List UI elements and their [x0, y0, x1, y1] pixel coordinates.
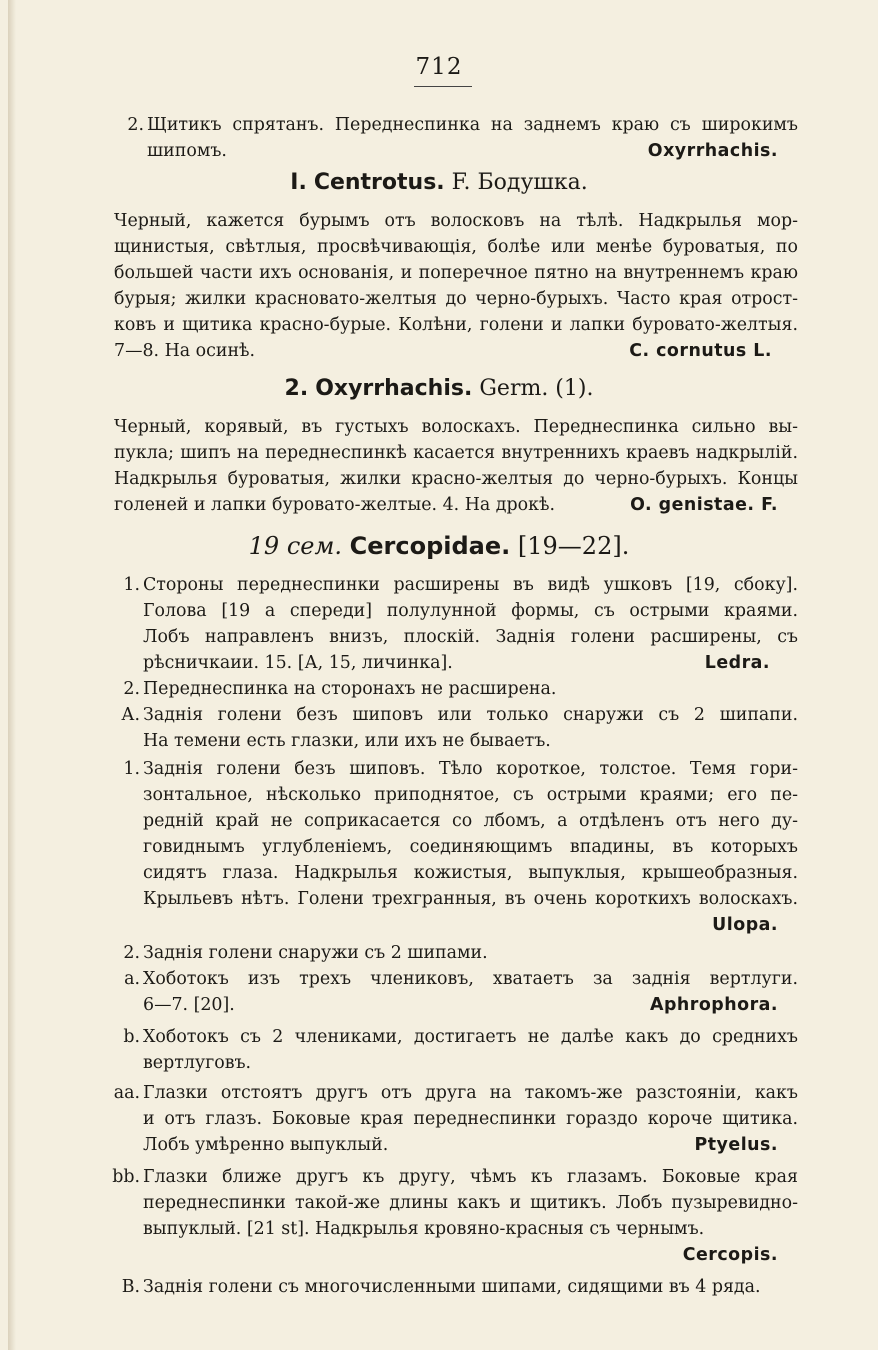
family-range: [19—22]. [517, 532, 630, 560]
key-text: Стороны переднеспинки расширены въ видѣ ушковъ [19, сбоку]. [143, 575, 798, 595]
entry-marker: 1. [123, 575, 140, 595]
key-text: редній край не соприкасается со лбомъ, а отдѣленъ отъ него ду- [143, 811, 798, 831]
key-text: Заднія голени безъ шиповъ. Тѣло короткое, толстое. Темя гори- [143, 759, 798, 779]
genus-heading-oxyrrhachis [0, 376, 878, 401]
family-heading [0, 532, 878, 560]
key-text: Крыльевъ нѣтъ. Голени трехгранныя, въ очень короткихъ волоскахъ. [143, 889, 798, 909]
heading-author: F. [451, 170, 471, 195]
key-text: говиднымъ углубленіемъ, соединяющимъ впадины, въ которыхъ [143, 837, 798, 857]
intro-entry [114, 112, 798, 164]
key-text: Заднія голени съ многочисленными шипами, сидящими въ 4 ряда. [143, 1277, 761, 1297]
text-line: пукла; шипъ на переднеспинкѣ касается внутреннихъ краевъ надкрылій. [114, 443, 798, 463]
text-line: ковъ и щитика красно-бурые. Колѣни, голени и лапки буровато-желтыя. [114, 315, 798, 335]
text-line: Черный, корявый, въ густыхъ волоскахъ. Переднеспинка сильно вы- [114, 417, 798, 437]
genus-name: Ulopa. [712, 915, 778, 935]
key-text: Заднія голени безъ шиповъ или только снаружи съ 2 шипапи. [143, 705, 798, 725]
family-name: Cercopidae. [349, 532, 511, 560]
key-text: Переднеспинка на сторонахъ не расширена. [143, 679, 557, 699]
key-text: Лобъ умѣренно выпуклый. [143, 1135, 389, 1155]
entry-marker: 1. [123, 759, 140, 779]
key-text: выпуклый. [21 st]. Надкрылья кровяно-красныя съ чернымъ. [143, 1219, 705, 1239]
key-text: Голова [19 а спереди] полулунной формы, съ острыми краями. [143, 601, 798, 621]
genus-description-oxyrrhachis [114, 414, 798, 518]
family-prefix: 19 сем. [248, 532, 342, 560]
key-text: вертлуговъ. [143, 1053, 252, 1073]
page-edge-shadow [8, 0, 16, 1350]
text-line: Надкрылья буроватыя, жилки красно-желтыя до черно-бурыхъ. Концы [114, 469, 798, 489]
entry-marker: 2. [123, 943, 140, 963]
genus-description-centrotus [114, 208, 798, 364]
entry-marker: аа. [113, 1083, 140, 1103]
entry-marker: bb. [112, 1167, 140, 1187]
genus-name: Ledra. [704, 653, 770, 673]
text-line: Черный, кажется бурымъ отъ волосковъ на тѣлѣ. Надкрылья мор- [114, 211, 798, 231]
key-text: 6—7. [20]. [143, 995, 235, 1015]
heading-genus: Oxyrrhachis. [315, 376, 473, 401]
entry-text: Щитикъ спрятанъ. Переднеспинка на заднемъ краю съ широкимъ [147, 115, 798, 135]
heading-common-name: Бодушка. [477, 170, 588, 195]
entry-marker: 2. [123, 679, 140, 699]
text-line: большей части ихъ основанія, и поперечное пятно на внутреннемъ краю [114, 263, 798, 283]
heading-genus: Centrotus. [313, 170, 445, 195]
genus-name: Cercopis. [682, 1245, 778, 1265]
heading-author: Germ. (1). [479, 376, 594, 401]
entry-marker: А. [121, 705, 140, 725]
species-name: C. cornutus L. [629, 341, 772, 361]
key-text: зонтальное, нѣсколько приподнятое, съ острыми краями; его пе- [143, 785, 798, 805]
genus-heading-centrotus [0, 170, 878, 195]
key-block [110, 572, 798, 1300]
key-text: рѣсничкаии. 15. [А, 15, личинка]. [143, 653, 453, 673]
genus-name: Oxyrrhachis. [647, 141, 778, 161]
entry-marker: b. [123, 1027, 140, 1047]
key-text: Лобъ направленъ внизъ, плоскій. Заднія голени расширены, съ [143, 627, 798, 647]
key-text: сидятъ глаза. Надкрылья кожистыя, выпуклыя, крышеобразныя. [143, 863, 798, 883]
page-number-rule [414, 86, 472, 87]
text-line: щинистыя, свѣтлыя, просвѣчивающія, болѣе или менѣе буроватыя, по [114, 237, 798, 257]
entry-marker: В. [121, 1277, 140, 1297]
genus-name: Ptyelus. [694, 1135, 778, 1155]
text-line: бурыя; жилки красновато-желтыя до черно-бурыхъ. Часто края отрост- [114, 289, 798, 309]
species-name: O. genistae. F. [630, 495, 778, 515]
key-text: переднеспинки такой-же длины какъ и щитикъ. Лобъ пузыревидно- [143, 1193, 798, 1213]
key-text: На темени есть глазки, или ихъ не бываетъ. [143, 731, 551, 751]
entry-marker: 2. [127, 115, 144, 135]
genus-name: Aphrophora. [649, 995, 778, 1015]
key-text: Глазки ближе другъ къ другу, чѣмъ къ глазамъ. Боковые края [143, 1167, 798, 1187]
text-line: 7—8. На осинѣ. [114, 341, 256, 361]
heading-number: 2. [284, 376, 309, 401]
text-line: голеней и лапки буровато-желтые. 4. На дрокѣ. [114, 495, 555, 515]
key-text: и отъ глазъ. Боковые края переднеспинки гораздо короче щитика. [143, 1109, 798, 1129]
entry-text: шипомъ. [147, 141, 227, 161]
heading-number: I. [290, 170, 307, 195]
key-text: Хоботокъ изъ трехъ члениковъ, хватаетъ за заднія вертлуги. [143, 969, 798, 989]
key-text: Глазки отстоятъ другъ отъ друга на такомъ-же разстояніи, какъ [143, 1083, 798, 1103]
page-number: 712 [415, 54, 463, 80]
entry-marker: а. [124, 969, 140, 989]
key-text: Заднія голени снаружи съ 2 шипами. [143, 943, 488, 963]
key-text: Хоботокъ съ 2 члениками, достигаетъ не далѣе какъ до среднихъ [143, 1027, 798, 1047]
